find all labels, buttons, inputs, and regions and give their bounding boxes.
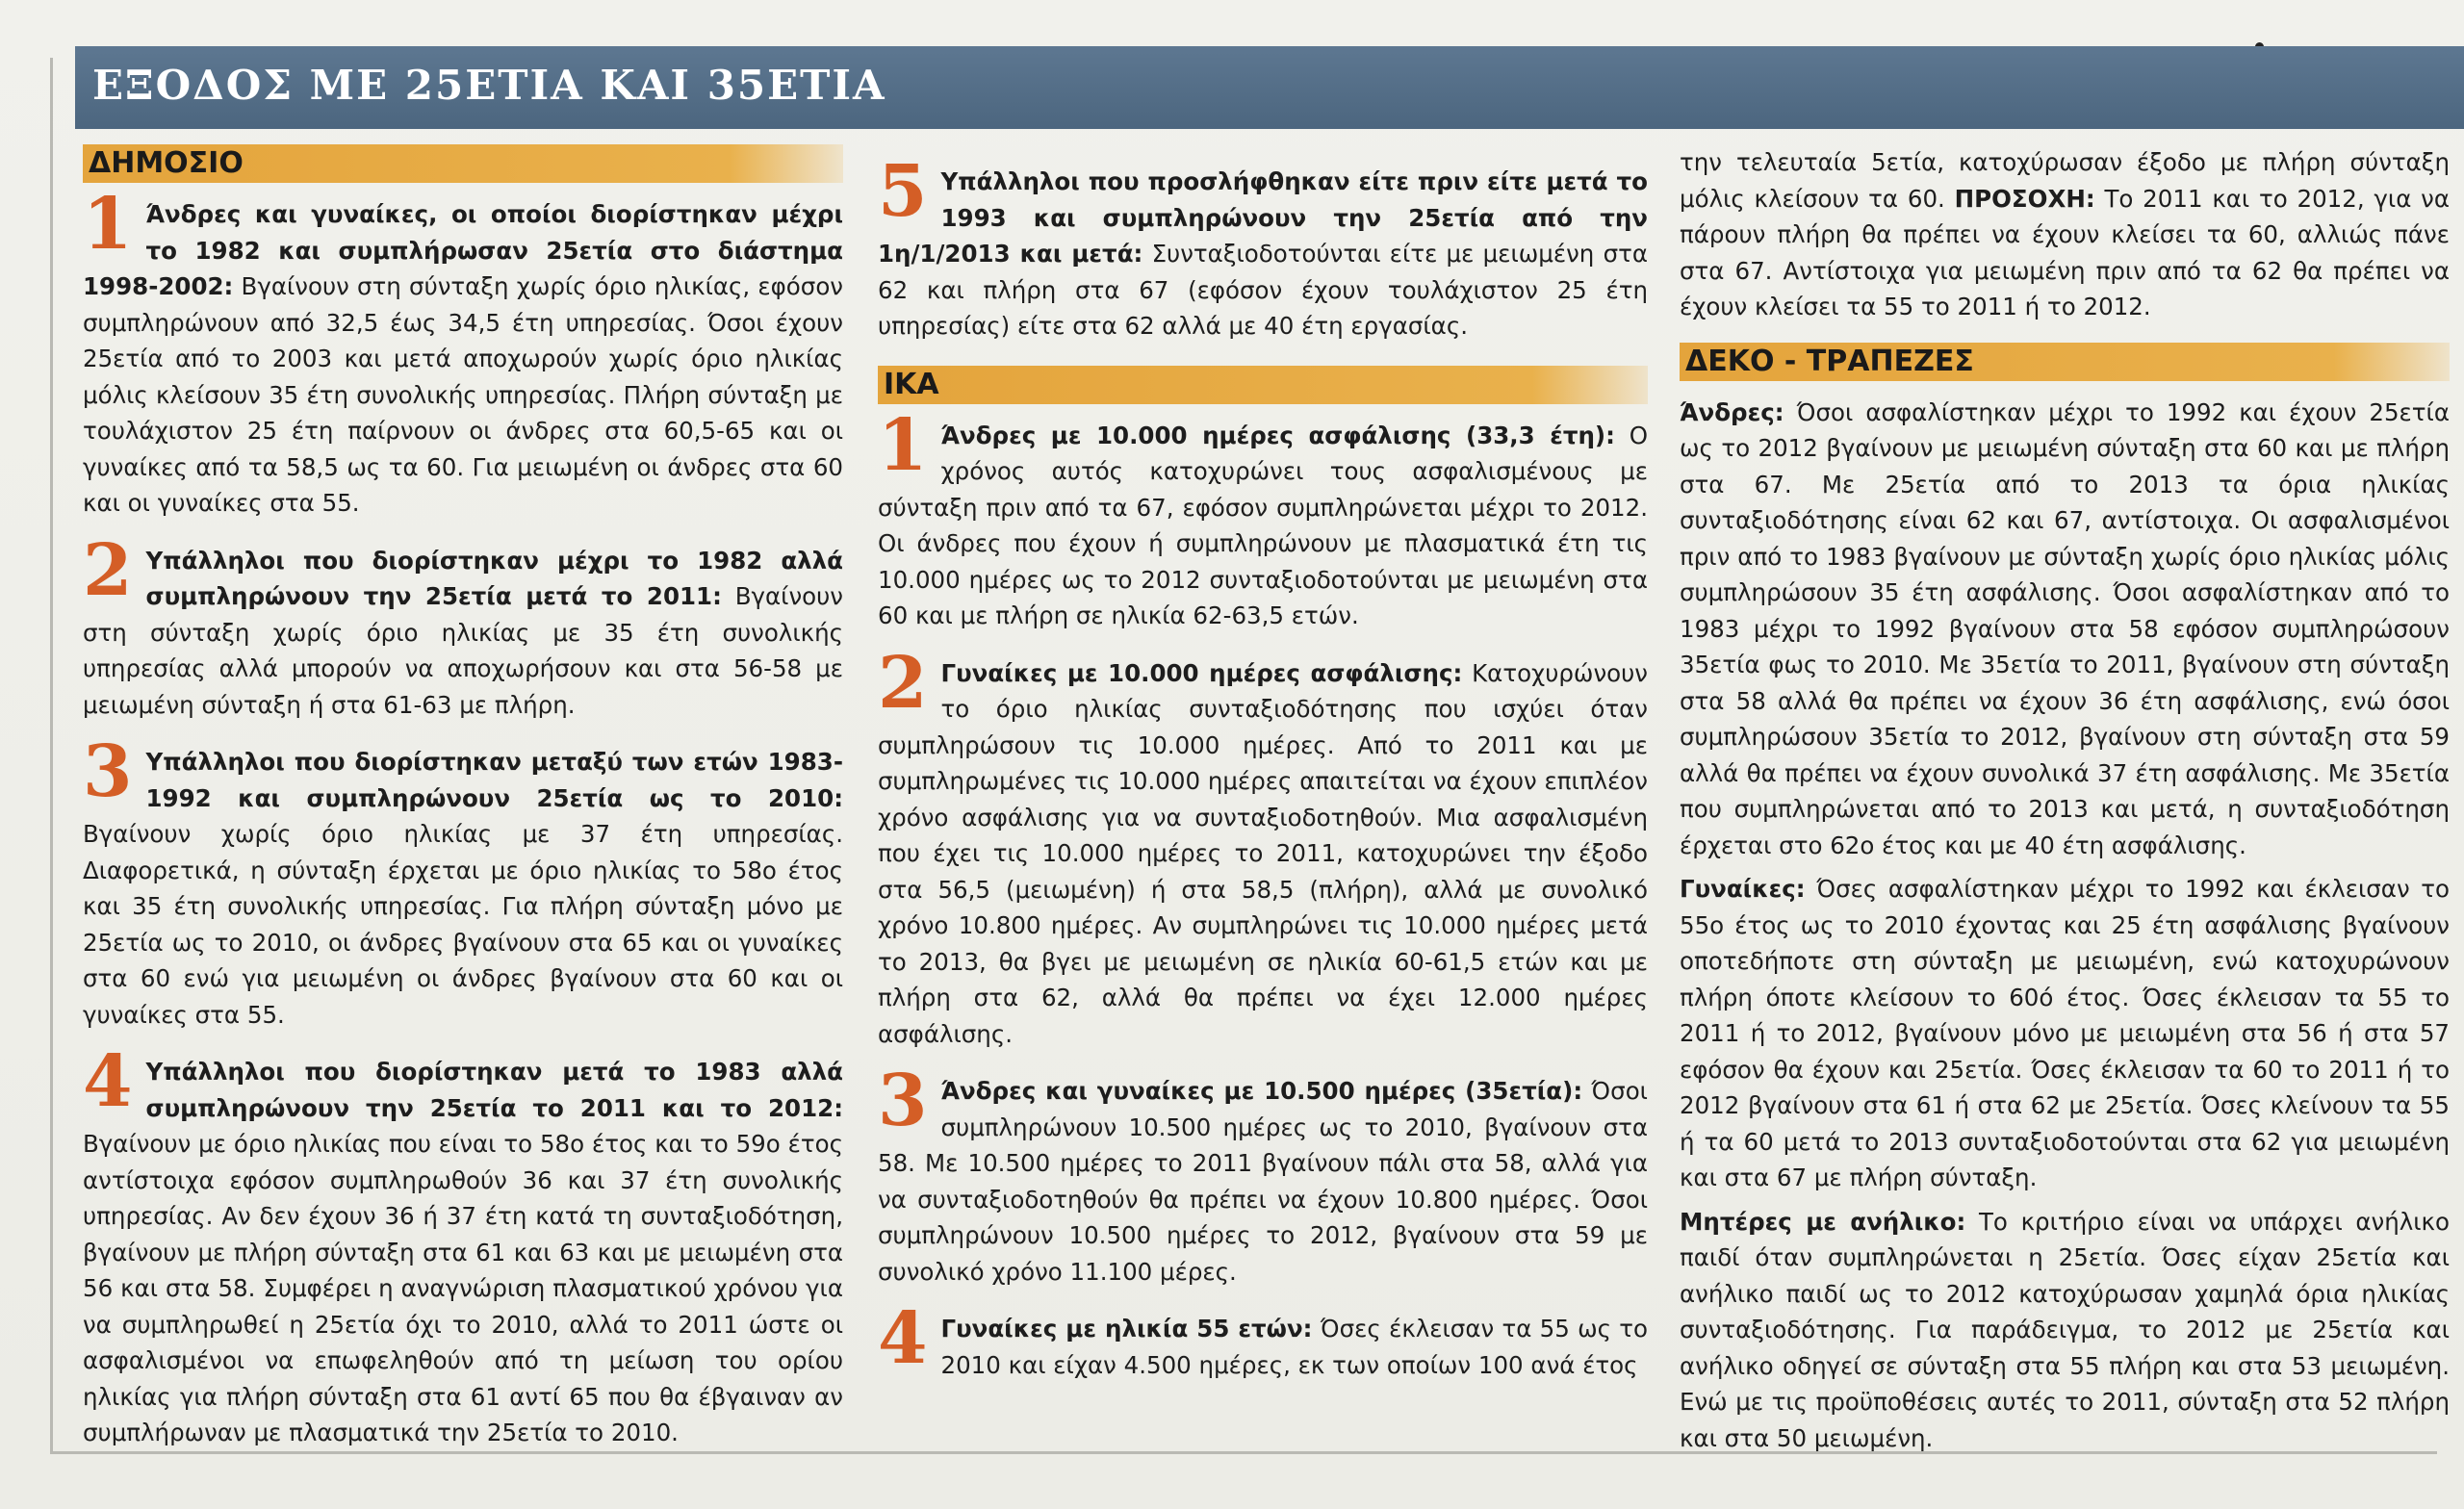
item-lead: Υπάλληλοι που διορίστηκαν μετά το 1983 αλλά συμπληρώνουν την 25ετία το 2011 και το 2012:: [145, 1058, 843, 1122]
paragraph-body: Όσες ασφαλίστηκαν μέχρι το 1992 και έκλεισαν το 55ο έτος ως το 2010 έχοντας και 25 έτη ασφάλισης βγαίνουν οποτεδήποτε στη σύνταξη με μειωμένη, ενώ κατοχυρώνουν πλήρη όποτε κλείσουν το 60ό έτος. Όσες έκλεισαν τα 55 το 2011 ή το 2012, βγαίνουν μόνο με μειωμένη στα 56 ή στα 57 εφόσον θα έχουν και 25ετία. Όσες έκλεισαν τα 60 το 2011 ή το 2012 βγαίνουν στα 61 ή στα 62 με 25ετία. Όσες κλείνουν τα 55 ή τα 60 μετά το 2013 συνταξιοδοτούνται στα 62 για μειωμένη και στα 67 με πλήρη σύνταξη.: [1680, 875, 2450, 1191]
article-item: [83, 528, 843, 724]
item-body: Βγαίνουν χωρίς όριο ηλικίας με 37 έτη υπηρεσίας. Διαφορετικά, η σύνταξη έρχεται με όριο ηλικίας το 58ο έτος και 35 έτη συνολικής υπηρεσίας. Για πλήρη σύνταξη μόνο με 25ετία ως το 2010, οι άνδρες βγαίνουν στα 65 και οι γυναίκες στα 60 ενώ για μειωμένη οι άνδρες βγαίνουν στα 60 και οι γυναίκες στα 55.: [83, 820, 843, 1029]
column-deko: [1680, 144, 2450, 1464]
section-header-dimosio: ΔΗΜΟΣΙΟ: [83, 144, 843, 183]
item-lead: Άνδρες και γυναίκες με 10.500 ημέρες (35ετία):: [940, 1077, 1583, 1105]
column-dimosio: [83, 144, 843, 1472]
item-lead: Άνδρες με 10.000 ημέρες ασφάλισης (33,3 έτη):: [940, 421, 1615, 449]
item-number: 4: [878, 1297, 928, 1380]
paragraph-lead: Γυναίκες:: [1680, 875, 1806, 903]
item-lead: Γυναίκες με ηλικία 55 ετών:: [940, 1315, 1313, 1343]
item-body: Ο χρόνος αυτός κατοχυρώνει τους ασφαλισμένους με σύνταξη πριν από τα 67, εφόσον συμπληρώνεται μέχρι το 2012. Οι άνδρες που έχουν ή συμπληρώνουν με πλασματικά έτη τις 10.000 ημέρες ως το 2012 συνταξιοδοτούνται με μειωμένη στα 60 και με πλήρη σε ηλικία 62-63,5 ετών.: [878, 421, 1648, 629]
item-body: Όσες έκλεισαν τα 55 ως το 2010 και είχαν 4.500 ημέρες, εκ των οποίων 100 ανά έτος: [940, 1315, 1648, 1379]
article-item: [878, 1060, 1648, 1290]
paragraph: [1680, 1204, 2450, 1457]
item-number: 1: [878, 403, 928, 487]
item-lead: Υπάλληλοι που διορίστηκαν μέχρι το 1982 αλλά συμπληρώνουν την 25ετία μετά το 2011:: [145, 546, 843, 610]
paragraph: [1680, 395, 2450, 864]
item-body: Βγαίνουν στη σύνταξη χωρίς όριο ηλικίας με 35 έτη συνολικής υπηρεσίας αλλά μπορούν να αποχωρήσουν και στα 56-58 με μειωμένη σύνταξη ή στα 61-63 με πλήρη.: [83, 582, 843, 719]
attention-label: ΠΡΟΣΟΧΗ:: [1954, 184, 2095, 213]
article-item: [878, 1297, 1648, 1383]
item-number: 1: [83, 183, 133, 266]
item-body: Βγαίνουν με όριο ηλικίας που είναι το 58ο έτος και το 59ο έτος αντίστοιχα εφόσον συμπληρωθούν 36 και 37 έτη συνολικής υπηρεσίας. Αν δεν έχουν 36 ή 37 έτη κατά τη συνταξιοδότηση, βγαίνουν με πλήρη σύνταξη στα 61 και 63 και με μειωμένη στα 56 και στα 58. Συμφέρει η αναγνώριση πλασματικού χρόνου για να συμπληρωθεί η 25ετία όχι το 2010, αλλά το 2011 ώστε οι ασφαλισμένοι να επωφεληθούν από τη μείωση του ορίου ηλικίας για πλήρη σύνταξη στα 61 αντί 65 που θα έβγαιναν αν συμπλήρωναν με πλασματικά την 25ετία το 2010.: [83, 1130, 843, 1446]
continued-text: [1680, 144, 2450, 325]
item-number: 2: [83, 528, 133, 612]
item-lead: Υπάλληλοι που προσλήφθηκαν είτε πριν είτε μετά το 1993 και συμπληρώνουν την 25ετία από την 1η/1/2013 και μετά:: [878, 167, 1648, 268]
paragraph: [1680, 871, 2450, 1196]
paragraph-lead: Άνδρες:: [1680, 397, 1784, 426]
article-item: [878, 403, 1648, 634]
article-item: [878, 641, 1648, 1053]
item-lead: Γυναίκες με 10.000 ημέρες ασφάλισης:: [940, 658, 1463, 687]
item-body: Βγαίνουν στη σύνταξη χωρίς όριο ηλικίας, εφόσον συμπληρώνουν από 32,5 έως 34,5 έτη υπηρεσίας. Όσοι έχουν 25ετία από το 2003 και μετά αποχωρούν χωρίς όριο ηλικίας μόλις κλείσουν 35 έτη συνολικής υπηρεσίας. Πλήρη σύνταξη με τουλάχιστον 25 έτη παίρνουν οι άνδρες στα 60,5-65 και οι γυναίκες από τα 58,5 ως τα 60. Για μειωμένη οι άνδρες στα 60 και οι γυναίκες στα 55.: [83, 272, 843, 517]
article-item: [83, 183, 843, 522]
left-rule: [50, 58, 53, 1453]
item-body: Κατοχυρώνουν το όριο ηλικίας συνταξιοδότησης που ισχύει όταν συμπληρώσουν τις 10.000 ημέρες. Από το 2011 και με συμπληρωμένες τις 10.000 ημέρες απαιτείται να έχουν επιπλέον χρόνο ασφάλισης για να συνταξιοδοτηθούν. Μια ασφαλισμένη που έχει τις 10.000 ημέρες το 2011, κατοχυρώνει την έξοδο στα 56,5 (μειωμένη) ή στα 58,5 (πλήρη), αλλά με συνολικό χρόνο 10.800 ημέρες. Αν συμπληρώνει τις 10.000 ημέρες μετά το 2013, θα βγει με μειωμένη σε ηλικία 60-61,5 ετών και με πλήρη στα 62, αλλά θα πρέπει να έχει 12.000 ημέρες ασφάλισης.: [878, 658, 1648, 1048]
continued-text-b: Το 2011 και το 2012, για να πάρουν πλήρη θα πρέπει να έχουν κλείσει τα 60, αλλιώς πάνε στα 67. Αντίστοιχα για μειωμένη πριν από τα 62 θα πρέπει να έχουν κλείσει τα 55 το 2011 ή το 2012.: [1680, 184, 2450, 320]
section-header-ika: ΙΚΑ: [878, 366, 1648, 404]
item-number: 2: [878, 641, 928, 725]
paragraph-body: Όσοι ασφαλίστηκαν μέχρι το 1992 και έχουν 25ετία ως το 2012 βγαίνουν με μειωμένη σύνταξη στα 60 και με πλήρη στα 67. Με 25ετία από το 2013 τα όρια ηλικίας συνταξιοδότησης είναι 62 και 67, αντίστοιχα. Οι ασφαλισμένοι πριν από το 1983 βγαίνουν με σύνταξη χωρίς όριο ηλικίας μόλις συμπληρώσουν 35 έτη ασφάλισης. Όσοι ασφαλίστηκαν από το 1983 μέχρι το 1992 βγαίνουν στα 58 εφόσον συμπληρώσουν 35ετία φως το 2010. Με 35ετία το 2011, βγαίνουν στη σύνταξη στα 58 αλλά θα πρέπει να έχουν 36 έτη ασφάλισης, ενώ όσοι συμπληρώσουν 35ετία το 2012, βγαίνουν στη σύνταξη στα 59 αλλά θα πρέπει να έχουν συνολικά 37 έτη ασφάλισης. Με 35ετία που συμπληρώνεται από το 2013 και μετά, η συνταξιοδότηση έρχεται στο 62ο έτος και με 40 έτη ασφάλισης.: [1680, 397, 2450, 859]
item-lead: Άνδρες και γυναίκες, οι οποίοι διορίστηκαν μέχρι το 1982 και συμπλήρωσαν 25ετία στο διάστημα 1998-2002:: [83, 200, 843, 300]
item-body: Συνταξιοδοτούνται είτε με μειωμένη στα 62 και πλήρη στα 67 (εφόσον έχουν τουλάχιστον 25 έτη υπηρεσίας) είτε στα 62 αλλά με 40 έτη εργασίας.: [878, 240, 1648, 340]
item-body: Όσοι συμπληρώνουν 10.500 ημέρες ως το 2010, βγαίνουν στα 58. Με 10.500 ημέρες το 2011 βγαίνουν πάλι στα 58, αλλά για να συνταξιοδοτηθούν θα πρέπει να έχουν 10.800 ημέρες. Όσοι συμπληρώνουν 10.500 ημέρες το 2012, βγαίνουν στα 59 με συνολικό χρόνο 11.100 μέρες.: [878, 1077, 1648, 1286]
paragraph-body: Το κριτήριο είναι να υπάρχει ανήλικο παιδί όταν συμπληρώνεται η 25ετία. Όσες είχαν 25ετία και ανήλικο παιδί ως το 2012 κατοχύρωσαν χαμηλά όρια ηλικίας συνταξιοδότησης. Για παράδειγμα, το 2012 με 25ετία και ανήλικο οδηγεί σε σύνταξη στα 55 πλήρη και στα 53 μειωμένη. Ενώ με τις προϋποθέσεις αυτές το 2011, σύνταξη στα 52 πλήρη και στα 50 μειωμένη.: [1680, 1207, 2450, 1452]
article-item: [878, 150, 1648, 345]
item-number: 4: [83, 1040, 133, 1123]
article-item: [83, 1040, 843, 1451]
item-number: 5: [878, 150, 928, 233]
page-title: ΕΞΟΔΟΣ ΜΕ 25ΕΤΙΑ ΚΑΙ 35ΕΤΙΑ: [92, 62, 886, 109]
item-lead: Υπάλληλοι που διορίστηκαν μεταξύ των ετών 1983-1992 και συμπληρώνουν 25ετία ως το 2010:: [145, 748, 843, 812]
section-header-deko: ΔΕΚΟ - ΤΡΑΠΕΖΕΣ: [1680, 343, 2450, 381]
paragraph-lead: Μητέρες με ανήλικο:: [1680, 1207, 1966, 1236]
column-ika: [878, 144, 1648, 1404]
item-number: 3: [878, 1060, 928, 1142]
continued-text-a: την τελευταία 5ετία, κατοχύρωσαν έξοδο με πλήρη σύνταξη μόλις κλείσουν τα 60.: [1680, 148, 2450, 213]
item-number: 3: [83, 730, 133, 813]
article-item: [83, 730, 843, 1033]
